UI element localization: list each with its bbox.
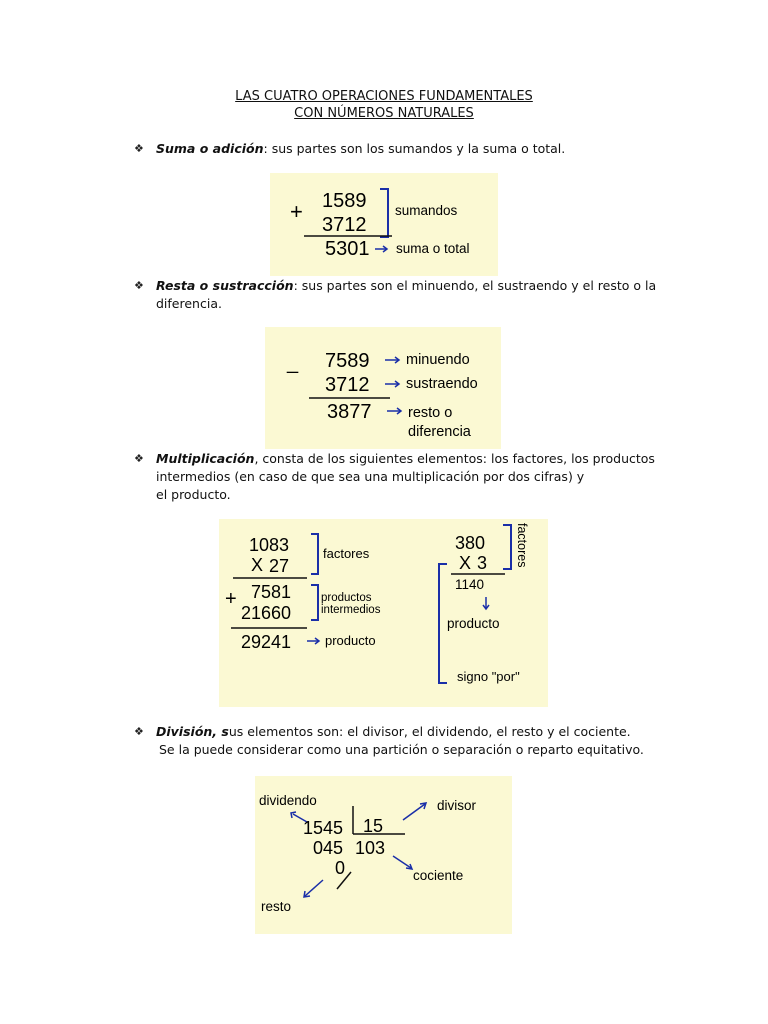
resta-diagram	[265, 327, 501, 449]
label-minuendo: minuendo	[406, 352, 470, 368]
subtrahend: 3712	[325, 374, 370, 396]
label-factores-left: factores	[323, 546, 370, 561]
sum-result: 5301	[325, 238, 370, 260]
partial-dividend: 045	[313, 838, 344, 858]
division-paragraph-2: Se la puede considerar como una partición o separación o reparto equitativo.	[159, 742, 644, 757]
figure-multiplicacion	[219, 519, 548, 707]
diamond-bullet-icon: ❖	[134, 142, 144, 155]
desc-multiplicacion-end: el producto.	[156, 487, 231, 502]
arrow-right-icon	[385, 357, 399, 363]
label-divisor: divisor	[437, 798, 477, 813]
figure-resta	[265, 327, 501, 449]
arrow-right-icon	[375, 246, 387, 252]
final-product: 29241	[241, 632, 292, 652]
label-signo-por: signo "por"	[457, 669, 520, 684]
minus-sign: _	[287, 352, 299, 374]
division-diagram	[255, 776, 512, 934]
plus-sign: +	[225, 588, 237, 610]
arrow-right-icon	[307, 638, 319, 644]
page-title	[0, 88, 768, 122]
arrow-right-icon	[385, 381, 399, 387]
desc-division: us elementos son: el divisor, el dividendo, el resto y el cociente.	[228, 724, 631, 739]
label-suma-total: suma o total	[396, 241, 470, 256]
label-dividendo: dividendo	[259, 793, 317, 808]
title-line-1: LAS CUATRO OPERACIONES FUNDAMENTALES	[235, 89, 533, 104]
figure-suma	[270, 173, 498, 276]
label-sustraendo: sustraendo	[406, 376, 478, 392]
remainder: 0	[335, 858, 346, 878]
diamond-bullet-icon: ❖	[134, 725, 144, 738]
sign-bracket	[439, 564, 447, 683]
arrow-down-left-icon	[304, 880, 323, 897]
label-factores-right: factores	[515, 523, 529, 568]
right-factor-1: 380	[455, 533, 486, 553]
diamond-bullet-icon: ❖	[134, 452, 144, 465]
label-diferencia: diferencia	[408, 424, 471, 440]
term-suma: Suma o adición	[156, 141, 264, 156]
arrow-right-icon	[387, 408, 401, 414]
label-producto-left: producto	[325, 633, 376, 648]
label-intermedios: intermedios	[321, 604, 381, 616]
addend-2: 3712	[322, 214, 367, 236]
arrow-down-right-icon	[393, 856, 412, 869]
label-sumandos: sumandos	[395, 203, 458, 218]
figure-division	[255, 776, 512, 934]
multiplicacion-diagram	[219, 519, 548, 707]
right-factor-2: 3	[477, 553, 488, 573]
plus-sign: +	[290, 199, 303, 224]
arrow-up-right-icon	[403, 803, 426, 820]
desc-multiplicacion: , consta de los siguientes elementos: los factores, los productos intermedios (en caso de que sea una multiplicación por dos cifras) y	[156, 451, 655, 484]
suma-diagram	[270, 173, 498, 276]
label-cociente: cociente	[413, 868, 464, 883]
title-line-2: CON NÚMEROS NATURALES	[294, 106, 474, 121]
left-factor-1: 1083	[249, 535, 290, 555]
partials-bracket	[311, 585, 318, 620]
desc-suma: : sus partes son los sumandos y la suma o total.	[263, 141, 566, 156]
label-productos: productos	[321, 592, 372, 604]
dividend: 1545	[303, 818, 344, 838]
difference-result: 3877	[327, 401, 372, 423]
divisor: 15	[363, 816, 384, 836]
minuend: 7589	[325, 350, 370, 372]
term-multiplicacion: Multiplicación	[156, 451, 255, 466]
quotient: 103	[355, 838, 386, 858]
factors-bracket	[311, 534, 318, 574]
term-resta: Resta o sustracción	[156, 278, 294, 293]
diamond-bullet-icon: ❖	[134, 279, 144, 292]
partial-product-2: 21660	[241, 603, 292, 623]
left-factor-2: 27	[269, 556, 290, 576]
left-times-sign: X	[251, 555, 264, 575]
label-producto-right: producto	[447, 616, 500, 631]
label-resto-o: resto o	[408, 405, 453, 421]
factors-bracket-right	[503, 525, 511, 569]
addend-1: 1589	[322, 190, 367, 212]
right-product: 1140	[455, 577, 485, 592]
arrow-down-icon	[483, 597, 489, 609]
desc-resta: : sus partes son el minuendo, el sustraendo y el resto o la diferencia.	[156, 278, 657, 311]
partial-product-1: 7581	[251, 582, 292, 602]
addends-bracket	[380, 189, 388, 237]
label-resto: resto	[261, 899, 292, 914]
term-division: División, s	[156, 724, 229, 739]
right-times-sign: X	[459, 553, 472, 573]
